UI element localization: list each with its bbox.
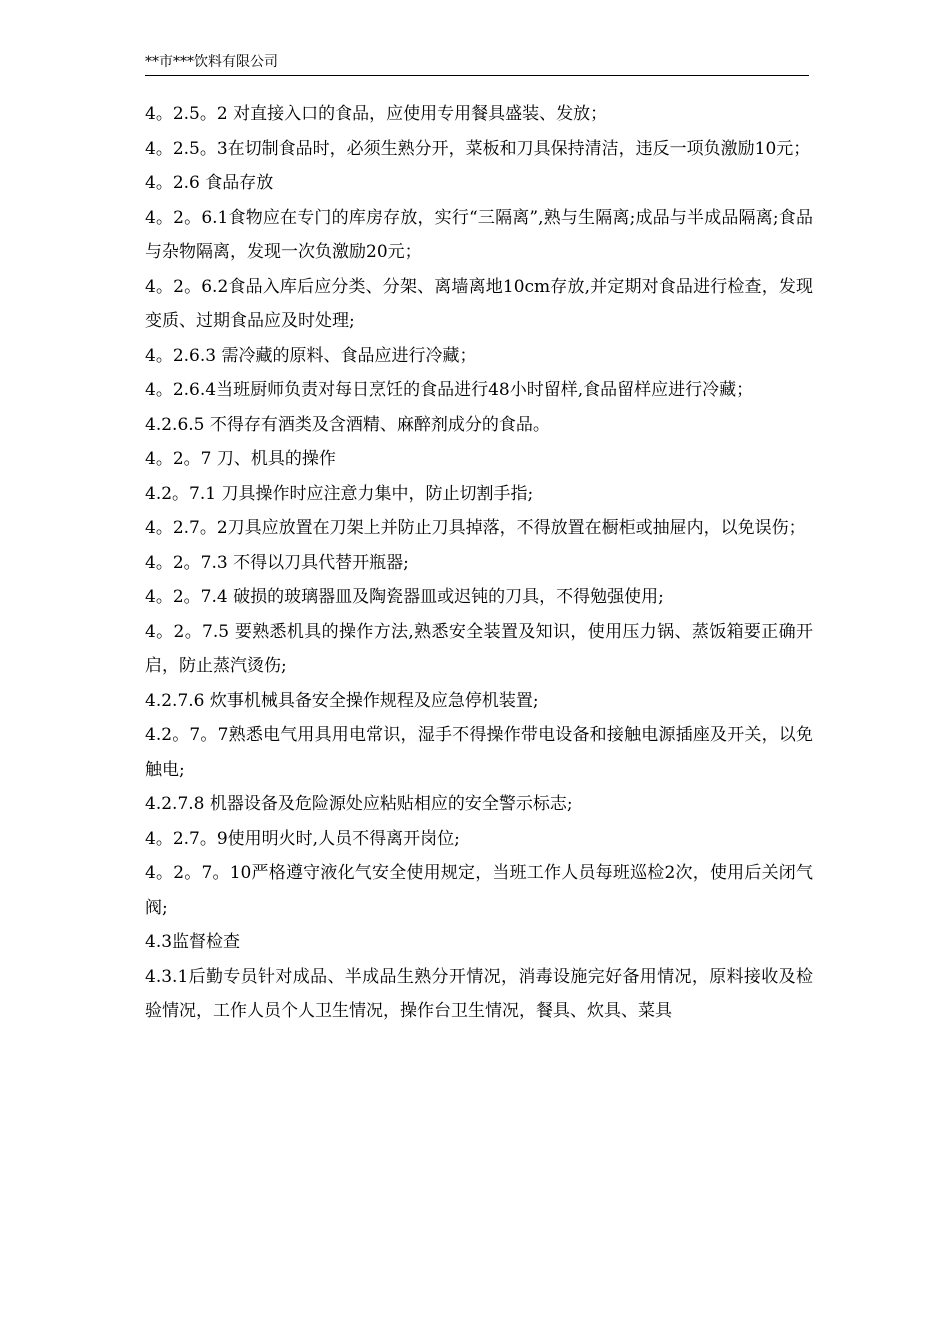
paragraph: 4.2.7.8 机器设备及危险源处应粘贴相应的安全警示标志; (145, 794, 573, 814)
paragraph: 4。2。7。10严格遵守液化气安全使用规定，当班工作人员每班巡检2次，使用后关闭气阀; (145, 863, 813, 918)
paragraph: 4。2.7。2刀具应放置在刀架上并防止刀具掉落，不得放置在橱柜或抽屉内，以免误伤； (145, 518, 806, 538)
paragraph: 4.2.6.5 不得存有酒类及含酒精、麻醉剂成分的食品。 (145, 414, 550, 435)
paragraph: 4。2.6.3 需冷藏的原料、食品应进行冷藏； (145, 345, 477, 366)
paragraph: 4。2。7.5 要熟悉机具的操作方法,熟悉安全装置及知识，使用压力锅、蒸饭箱要正确开启，防止蒸汽烫伤; (145, 621, 813, 676)
paragraph: 4。2。7.3 不得以刀具代替开瓶器; (145, 552, 409, 573)
company-name: **市***饮料有限公司 (145, 54, 278, 70)
section-heading: 4.3监督检查 (145, 932, 241, 952)
paragraph: 4。2。6.2食品入库后应分类、分架、离墙离地10cm存放,并定期对食品进行检查，发现变质、过期食品应及时处理; (145, 276, 813, 331)
section-heading: 4。2.6 食品存放 (145, 173, 274, 193)
section-heading: 4。2。7 刀、机具的操作 (145, 449, 336, 469)
paragraph: 4。2.5。3在切制食品时，必须生熟分开，菜板和刀具保持清洁，违反一项负激励10元； (145, 138, 811, 159)
document-body (145, 97, 813, 1029)
paragraph: 4。2.5。2 对直接入口的食品，应使用专用餐具盛装、发放； (145, 104, 608, 124)
paragraph: 4。2.6.4当班厨师负责对每日烹饪的食品进行48小时留样,食品留样应进行冷藏； (145, 380, 754, 400)
paragraph: 4。2.7。9使用明火时,人员不得离开岗位; (145, 828, 460, 849)
paragraph: 4.2.7.6 炊事机械具备安全操作规程及应急停机装置; (145, 690, 539, 711)
paragraph: 4。2。6.1食物应在专门的库房存放，实行“三隔离”,熟与生隔离;成品与半成品隔离;食品与杂物隔离，发现一次负激励20元； (145, 207, 813, 262)
paragraph: 4.2。7.1 刀具操作时应注意力集中，防止切割手指; (145, 483, 534, 504)
paragraph: 4.2。7。7熟悉电气用具用电常识，湿手不得操作带电设备和接触电源插座及开关，以免触电; (145, 725, 813, 780)
paragraph: 4.3.1后勤专员针对成品、半成品生熟分开情况，消毒设施完好备用情况，原料接收及检验情况，工作人员个人卫生情况，操作台卫生情况，餐具、炊具、菜具 (145, 966, 813, 1021)
paragraph: 4。2。7.4 破损的玻璃器皿及陶瓷器皿或迟钝的刀具，不得勉强使用; (145, 587, 664, 607)
page-header (145, 52, 809, 76)
